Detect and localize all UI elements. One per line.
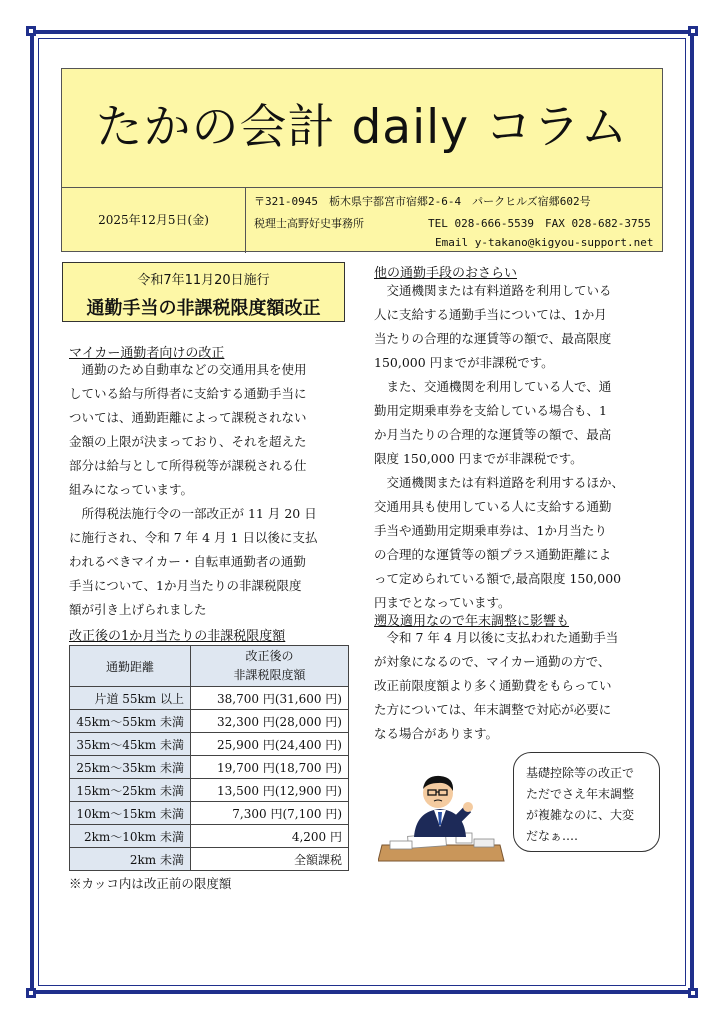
limit-cell: 7,300 円(7,100 円) [191,802,349,825]
text-line: 改正前限度額より多く通勤費をもらってい [374,678,612,693]
section-heading-other-means: 他の通勤手段のおさらい [374,266,518,281]
limit-cell: 全額課税 [191,848,349,871]
distance-cell: 45km～55km 未満 [70,710,191,733]
column-header-limit-line2: 非課税限度額 [233,668,306,682]
limit-cell: 4,200 円 [191,825,349,848]
limit-cell: 32,300 円(28,000 円) [191,710,349,733]
text-line: なる場合があります。 [374,726,499,741]
distance-cell: 35km～45km 未満 [70,733,191,756]
table-row [70,802,349,825]
bubble-line: だなぁ‥‥ [526,829,579,843]
limit-cell: 13,500 円(12,900 円) [191,779,349,802]
column-header-limit [191,646,349,687]
column-header-distance: 通勤距離 [70,646,191,687]
office-address: 〒321-0945 栃木県宇都宮市宿郷2-6-4 パークヒルズ宿郷602号 [254,195,591,208]
distance-cell: 2km 未満 [70,848,191,871]
topic-box [62,262,345,322]
text-line: 交通機関または有料道路を利用している [374,283,612,298]
text-line: って定められている額で,最高限度 150,000 [374,571,622,586]
text-line: 額が引き上げられました [69,602,207,617]
office-worker-illustration [378,765,506,865]
distance-cell: 片道 55km 以上 [70,687,191,710]
limit-cell: 38,700 円(31,600 円) [191,687,349,710]
text-line: ついては、通勤距離によって課税されない [69,410,307,425]
text-line: 人に支給する通勤手当については、1か月 [374,307,607,322]
office-phone-fax: TEL 028-666-5539 FAX 028-682-3755 [428,217,651,230]
limit-cell: 19,700 円(18,700 円) [191,756,349,779]
table-row [70,825,349,848]
text-line: 所得税法施行令の一部改正が 11 月 20 日 [69,506,317,521]
text-line: われるべきマイカー・自転車通勤者の通勤 [69,554,306,569]
section-body-mycar [69,358,350,622]
section-body-other-means [374,279,662,615]
office-email[interactable]: Email y-takano@kigyou-support.net [435,236,654,249]
text-line: 当たりの合理的な運賃等の額で、最高限度 [374,331,612,346]
section-heading-retroactive: 遡及適用なので年末調整に影響も [374,614,570,629]
limit-cell: 25,900 円(24,400 円) [191,733,349,756]
table-row [70,733,349,756]
bubble-line: 基礎控除等の改正で [526,766,635,780]
frame-corner [688,988,698,998]
table-row [70,710,349,733]
text-line: か月当たりの合理的な運賃等の額で、最高 [374,427,612,442]
newsletter-header [61,68,663,252]
text-line: 限度 150,000 円までが非課税です。 [374,451,583,466]
section-body-retroactive [374,626,662,746]
table-row [70,848,349,871]
table-heading: 改正後の1か月当たりの非課税限度額 [69,629,286,644]
text-line: 円までとなっています。 [374,595,511,610]
frame-corner [26,988,36,998]
column-header-limit-line1: 改正後の [245,649,294,663]
header-divider-vertical [245,187,246,253]
limits-table [69,645,349,871]
text-line: 令和 7 年 4 月以後に支払われた通勤手当 [374,630,619,645]
section-heading-mycar: マイカー通勤者向けの改正 [69,346,225,361]
topic-title: 通勤手当の非課税限度額改正 [86,298,321,319]
distance-cell: 25km～35km 未満 [70,756,191,779]
text-line: 通勤のため自動車などの交通用具を使用 [69,362,307,377]
table-row [70,687,349,710]
bubble-line: が複雑なのに、大変 [526,808,635,822]
text-line: 交通用具も使用している人に支給する通勤 [374,499,612,514]
table-row [70,779,349,802]
text-line: している給与所得者に支給する通勤手当に [69,386,307,401]
text-line: 手当について、1か月当たりの非課税限度 [69,578,302,593]
text-line: 交通機関または有料道路を利用するほか、 [374,475,625,490]
table-note: ※カッコ内は改正前の限度額 [69,876,232,891]
text-line: の合理的な運賃等の額プラス通勤距離によ [374,547,612,562]
office-name: 税理士高野好史事務所 [254,217,364,230]
text-line: 手当や通勤用定期乗車券は、1か月当たり [374,523,607,538]
topic-subtitle: 令和7年11月20日施行 [137,273,270,288]
text-line: 組みになっています。 [69,482,194,497]
text-line: に施行され、令和 7 年 4 月 1 日以後に支払 [69,530,318,545]
text-line: 部分は給与として所得税等が課税される仕 [69,458,307,473]
text-line: が対象になるので、マイカー通勤の方で、 [374,654,611,669]
text-line: また、交通機関を利用している人で、通 [374,379,612,394]
text-line: 150,000 円までが非課税です。 [374,355,554,370]
table-header-row [70,646,349,687]
table-row [70,756,349,779]
speech-bubble [513,752,660,852]
distance-cell: 10km～15km 未満 [70,802,191,825]
text-line: 金額の上限が決まっており、それを超えた [69,434,307,449]
issue-date: 2025年12月5日(金) [98,213,209,227]
distance-cell: 2km～10km 未満 [70,825,191,848]
page-title: たかの会計 daily コラム [95,100,629,155]
frame-corner [688,26,698,36]
text-line: 勤用定期乗車券を支給している場合も、1 [374,403,607,418]
distance-cell: 15km～25km 未満 [70,779,191,802]
bubble-line: ただでさえ年末調整 [526,787,635,801]
text-line: た方については、年末調整で対応が必要に [374,702,612,717]
frame-corner [26,26,36,36]
